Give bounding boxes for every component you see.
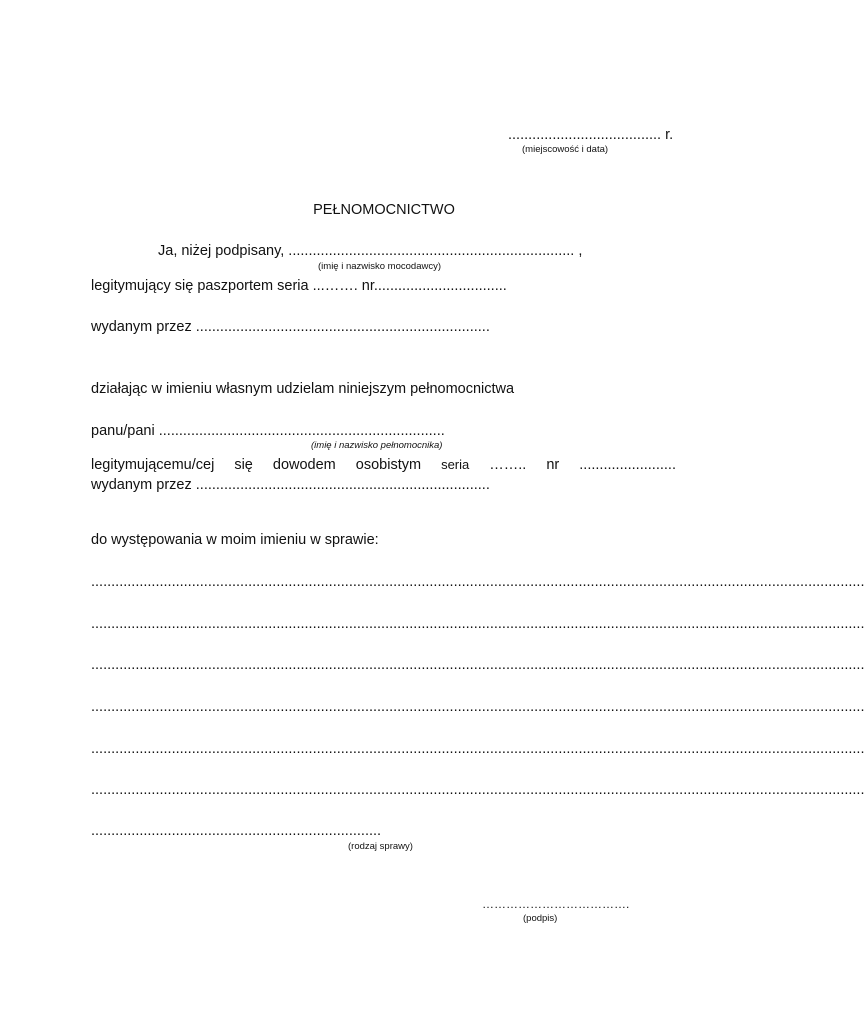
agent-id-word: osobistym bbox=[355, 457, 422, 473]
principal-issued-line: wydanym przez ......................................................................... bbox=[91, 319, 490, 335]
matter-short-line: ........................................................................ bbox=[91, 823, 382, 839]
principal-line: Ja, niżej podpisany, ....................................................................... , bbox=[158, 243, 583, 259]
agent-id-word: dowodem bbox=[272, 457, 336, 473]
matter-caption: (rodzaj sprawy) bbox=[348, 841, 413, 852]
agent-issued-line: wydanym przez ......................................................................... bbox=[91, 477, 490, 493]
agent-id-word: się bbox=[234, 457, 253, 473]
authorization-statement: działając w imieniu własnym udzielam niniejszym pełnomocnictwa bbox=[91, 381, 515, 397]
agent-id-word: ........................ bbox=[579, 457, 676, 473]
matter-blank-line: ................................................................................................................................................................................................ bbox=[91, 574, 864, 590]
agent-line: panu/pani ....................................................................... bbox=[91, 423, 445, 439]
document-title: PEŁNOMOCNICTWO bbox=[313, 202, 455, 218]
agent-caption: (imię i nazwisko pełnomocnika) bbox=[311, 440, 443, 451]
principal-caption: (imię i nazwisko mocodawcy) bbox=[318, 261, 442, 272]
agent-id-word: nr bbox=[546, 457, 560, 473]
agent-id-word: legitymującemu/cej bbox=[91, 457, 215, 473]
matter-blank-line: ................................................................................................................................................................................................ bbox=[91, 741, 864, 757]
agent-id-word: …….. bbox=[489, 457, 527, 473]
matter-heading: do występowania w moim imieniu w sprawie: bbox=[91, 532, 379, 548]
agent-id-line bbox=[91, 456, 676, 474]
matter-blank-line: ................................................................................................................................................................................................ bbox=[91, 699, 864, 715]
matter-blank-line: ................................................................................................................................................................................................ bbox=[91, 616, 864, 632]
principal-id-line: legitymujący się paszportem seria ...……. nr................................. bbox=[91, 278, 507, 294]
place-date-line: ...................................... r. bbox=[508, 127, 674, 143]
signature-line: ………………………………. bbox=[482, 897, 630, 911]
matter-blank-line: ................................................................................................................................................................................................ bbox=[91, 782, 864, 798]
agent-id-word: seria bbox=[441, 457, 470, 472]
place-date-caption: (miejscowość i data) bbox=[522, 144, 609, 155]
signature-caption: (podpis) bbox=[523, 913, 558, 924]
matter-blank-line: ................................................................................................................................................................................................ bbox=[91, 657, 864, 673]
